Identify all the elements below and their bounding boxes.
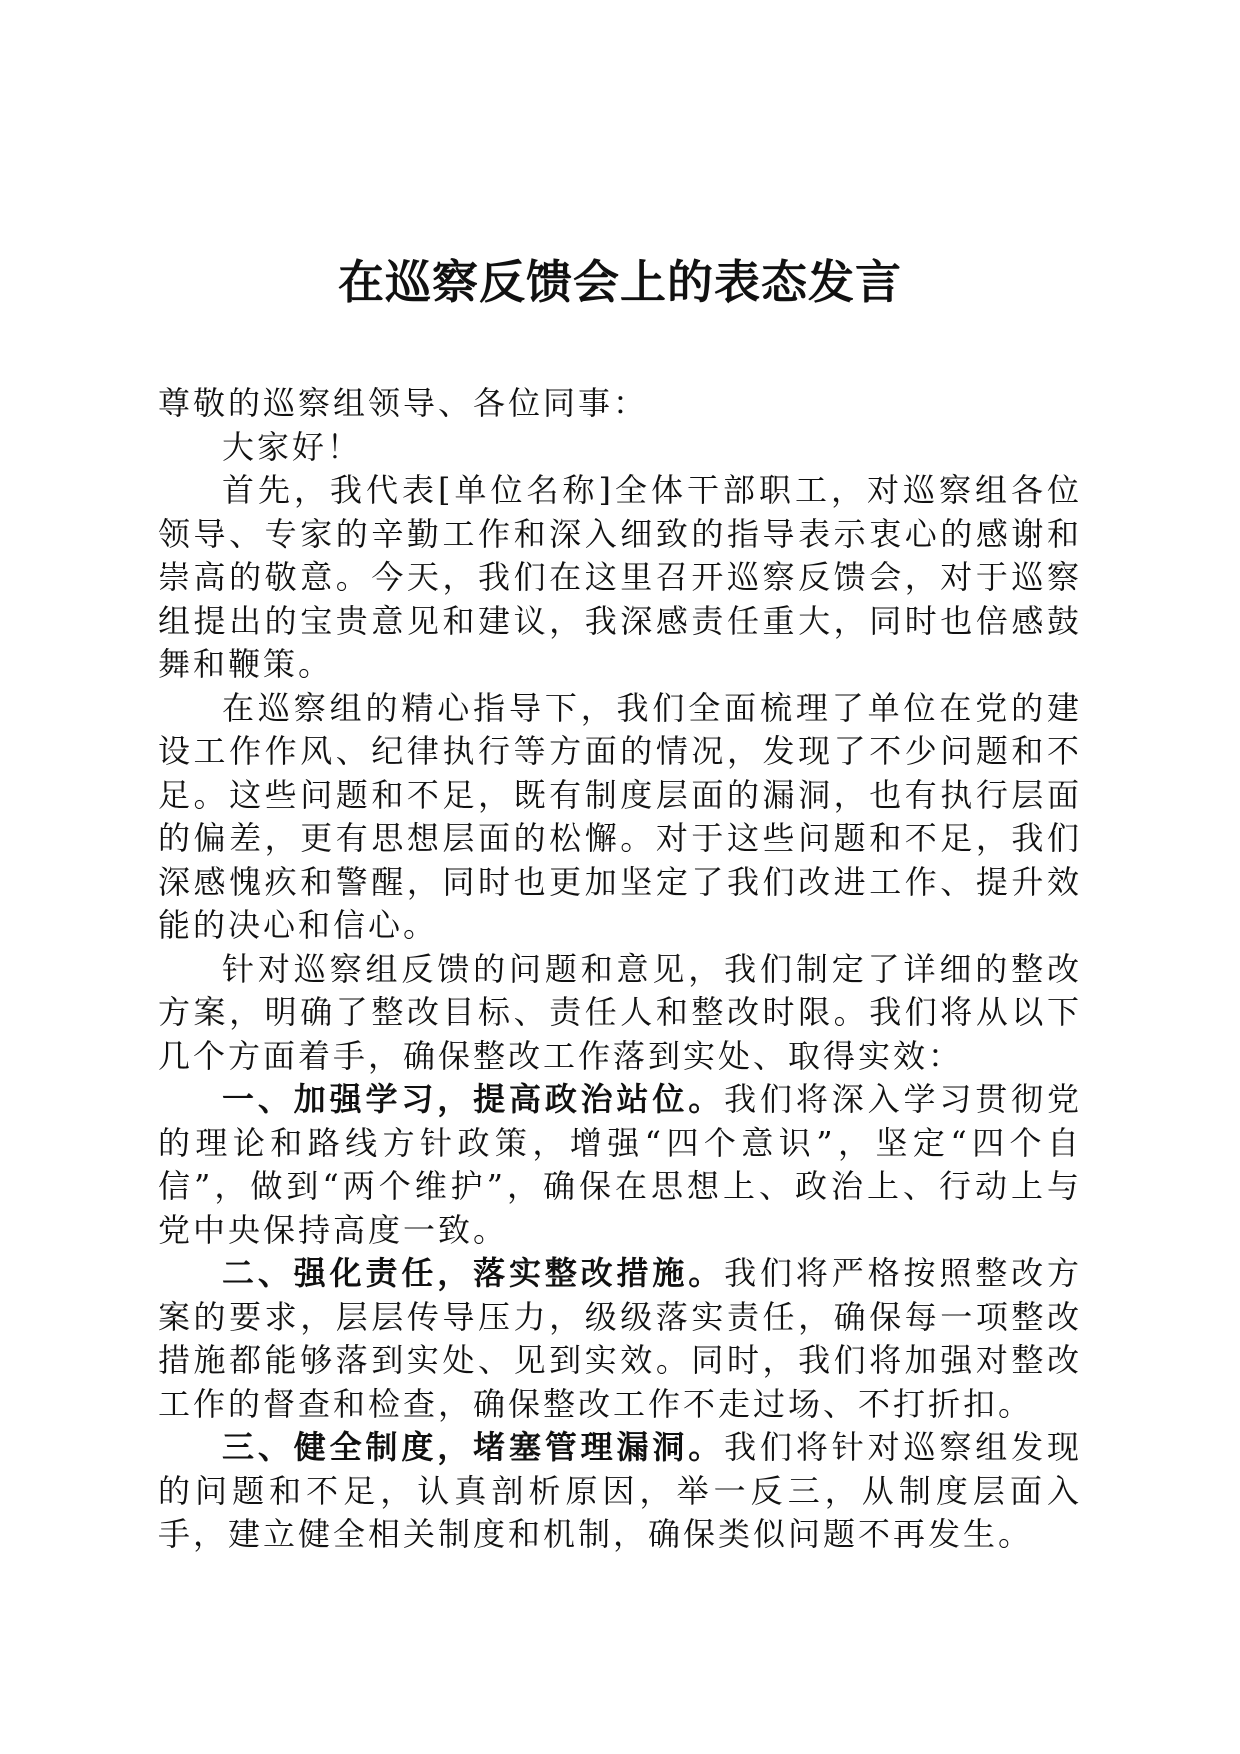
measure-text: 我们将严格按照整改方案的要求，层层传导压力，级级落实责任，确保每一项整改措施都能够落到实处、见到实效。同时，我们将加强对整改工作的督查和检查，确保整改工作不走过场、不打折扣。 <box>158 1254 1082 1423</box>
document-body <box>158 382 1082 1557</box>
measure-text: 我们将深入学习贯彻党的理论和路线方针政策，增强“四个意识”，坚定“四个自信”，做到“两个维护”，确保在思想上、政治上、行动上与党中央保持高度一致。 <box>158 1080 1082 1249</box>
paragraph-plan: 针对巡察组反馈的问题和意见，我们制定了详细的整改方案，明确了整改目标、责任人和整改时限。我们将从以下几个方面着手，确保整改工作落到实处、取得实效： <box>158 949 1082 1075</box>
paragraph-findings: 在巡察组的精心指导下，我们全面梳理了单位在党的建设工作作风、纪律执行等方面的情况，发现了不少问题和不足。这些问题和不足，既有制度层面的漏洞，也有执行层面的偏差，更有思想层面的松懈。对于这些问题和不足，我们深感愧疚和警醒，同时也更加坚定了我们改进工作、提升效能的决心和信心。 <box>158 688 1082 944</box>
document-title: 在巡察反馈会上的表态发言 <box>338 255 902 309</box>
greeting: 大家好！ <box>222 427 363 466</box>
salutation: 尊敬的巡察组领导、各位同事： <box>158 384 649 422</box>
measure-heading: 二、强化责任，落实整改措施。 <box>222 1254 725 1292</box>
measure-heading: 三、健全制度，堵塞管理漏洞。 <box>222 1428 725 1466</box>
measure-item <box>158 1252 1082 1426</box>
measure-item <box>158 1426 1082 1557</box>
measure-item <box>158 1078 1082 1252</box>
paragraph-intro: 首先，我代表[单位名称]全体干部职工，对巡察组各位领导、专家的辛勤工作和深入细致的指导表示衷心的感谢和崇高的敬意。今天，我们在这里召开巡察反馈会，对于巡察组提出的宝贵意见和建议，我深感责任重大，同时也倍感鼓舞和鞭策。 <box>158 471 1082 683</box>
measure-heading: 一、加强学习，提高政治站位。 <box>222 1080 725 1118</box>
measure-text: 我们将针对巡察组发现的问题和不足，认真剖析原因，举一反三，从制度层面入手，建立健全相关制度和机制，确保类似问题不再发生。 <box>158 1428 1082 1553</box>
